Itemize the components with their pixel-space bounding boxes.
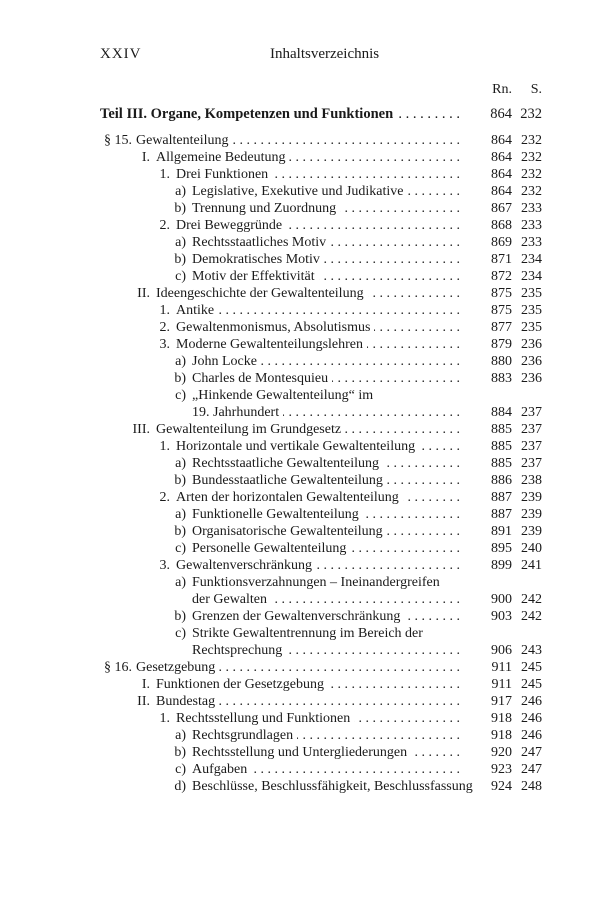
toc-entry-title: Arten der horizontalen Gewaltenteilung	[176, 490, 399, 505]
dot-leader	[403, 489, 464, 506]
toc-entry-title: Legislative, Exekutive und Judikative	[192, 184, 404, 199]
toc-entry	[100, 608, 542, 625]
page-reference: 235	[521, 286, 542, 301]
page-reference: 240	[521, 541, 542, 556]
toc-entry-title: Antike	[176, 303, 215, 318]
margin-number: 918	[491, 728, 512, 743]
dot-leader	[251, 761, 464, 778]
page-reference: 238	[521, 473, 542, 488]
margin-number: 864	[491, 167, 512, 182]
page-reference: 232	[521, 167, 542, 182]
toc-entry-number: b)	[174, 252, 186, 267]
toc-entry	[100, 761, 542, 778]
page-reference: 233	[521, 218, 542, 233]
toc-entry-number: II.	[137, 694, 150, 709]
margin-number: 903	[491, 609, 512, 624]
margin-number: 918	[491, 711, 512, 726]
toc-entry	[100, 132, 542, 149]
toc-entry-number: a)	[175, 456, 186, 471]
dot-leader	[340, 200, 464, 217]
toc-entry	[100, 523, 542, 540]
margin-number: 864	[491, 133, 512, 148]
page-reference: 245	[521, 660, 542, 675]
toc-entry	[100, 710, 542, 727]
toc-entry-number: 2.	[159, 320, 170, 335]
margin-number: 886	[491, 473, 512, 488]
margin-number: 880	[491, 354, 512, 369]
dot-leader	[363, 506, 464, 523]
toc-entry-number: 3.	[159, 558, 170, 573]
dot-leader	[297, 727, 464, 744]
toc-entry-number: 1.	[159, 711, 170, 726]
page-reference: 239	[521, 490, 542, 505]
toc-entry	[100, 104, 542, 124]
dot-leader	[411, 744, 464, 761]
dot-leader	[408, 183, 464, 200]
toc-entry-title: Trennung und Zuordnung	[192, 201, 337, 216]
toc-entry-title: Bundesstaatliche Gewaltenteilung	[192, 473, 383, 488]
toc-entry-number: c)	[175, 541, 186, 556]
margin-number: 891	[491, 524, 512, 539]
page-reference: 233	[521, 201, 542, 216]
toc-entry-number: § 16.	[104, 660, 132, 675]
toc-entry-title: Gewaltenverschränkung	[176, 558, 313, 573]
dot-leader	[261, 353, 464, 370]
margin-number: 924	[491, 779, 512, 794]
margin-number: 885	[491, 456, 512, 471]
page-reference: 236	[521, 354, 542, 369]
margin-number: 879	[491, 337, 512, 352]
margin-number: 871	[491, 252, 512, 267]
dot-leader	[397, 104, 464, 121]
margin-number: 864	[490, 106, 512, 122]
margin-number: 887	[491, 490, 512, 505]
toc-entry-title: Drei Beweggründe	[176, 218, 283, 233]
toc-entry-title: Funktionelle Gewaltenteilung	[192, 507, 359, 522]
toc-entry	[100, 540, 542, 557]
margin-number: 899	[491, 558, 512, 573]
toc-entry-title: Rechtsgrundlagen	[192, 728, 294, 743]
dot-leader	[404, 608, 464, 625]
toc-entry-title: Funktionen der Gesetzgebung	[156, 677, 324, 692]
toc-entry	[100, 506, 542, 523]
page-reference: 233	[521, 235, 542, 250]
page-reference: 236	[521, 371, 542, 386]
page-reference: 232	[521, 184, 542, 199]
margin-number: 923	[491, 762, 512, 777]
dot-leader	[283, 404, 464, 421]
toc-entry-number: 1.	[159, 439, 170, 454]
toc-entry	[100, 285, 542, 302]
toc-entry-title: Funktionsverzahnungen – Ineinandergreifen	[192, 575, 440, 590]
toc-entry-title: Bundestag	[156, 694, 216, 709]
toc-entry	[100, 166, 542, 183]
margin-number: 884	[491, 405, 512, 420]
page-reference: 237	[521, 422, 542, 437]
page-reference: 246	[521, 728, 542, 743]
page-reference: 246	[521, 711, 542, 726]
page-reference: 237	[521, 456, 542, 471]
toc-entry	[100, 472, 542, 489]
toc-entry-title: Moderne Gewaltenteilungslehren	[176, 337, 363, 352]
toc-entry	[100, 251, 542, 268]
margin-number: 864	[491, 184, 512, 199]
dot-leader	[271, 591, 464, 608]
page-reference: 248	[521, 779, 542, 794]
toc-entry-number: a)	[175, 728, 186, 743]
margin-number: 895	[491, 541, 512, 556]
running-title: Inhaltsverzeichnis	[270, 46, 380, 62]
toc-entry-number: b)	[174, 371, 186, 386]
toc-entry	[100, 676, 542, 693]
toc-entry-title: Aufgaben	[192, 762, 248, 777]
page-reference: 235	[521, 303, 542, 318]
toc-entry-title: Gewaltenteilung im Grundgesetz	[156, 422, 342, 437]
page-header	[100, 46, 542, 68]
toc-entry-title: „Hinkende Gewaltenteilung“ im	[192, 388, 374, 403]
page-reference: 242	[521, 609, 542, 624]
toc-entry-number: a)	[175, 507, 186, 522]
toc-entry	[100, 353, 542, 370]
toc-entry-title: Drei Funktionen	[176, 167, 269, 182]
toc-entry	[100, 421, 542, 438]
toc-entry-number: b)	[174, 745, 186, 760]
toc-entry	[100, 404, 542, 421]
dot-leader	[286, 217, 464, 234]
toc-entry-title: Rechtsstellung und Funktionen	[176, 711, 351, 726]
margin-number: 872	[491, 269, 512, 284]
dot-leader	[319, 268, 464, 285]
toc-entry-title: Motiv der Effektivität	[192, 269, 315, 284]
toc-entry	[100, 302, 542, 319]
margin-number: 900	[491, 592, 512, 607]
toc-entry-number: d)	[174, 779, 186, 794]
toc-entry	[100, 778, 542, 795]
page-reference: 247	[521, 745, 542, 760]
margin-number: 875	[491, 303, 512, 318]
page-reference: 247	[521, 762, 542, 777]
page-reference: 232	[520, 106, 542, 122]
toc-entry-number: a)	[175, 235, 186, 250]
toc-entry-number: III.	[132, 422, 150, 437]
margin-number: 887	[491, 507, 512, 522]
column-header-rn: Rn.	[492, 82, 512, 97]
toc-entry	[100, 149, 542, 166]
toc-entry-number: 2.	[159, 490, 170, 505]
margin-number: 877	[491, 320, 512, 335]
page-reference: 232	[521, 150, 542, 165]
dot-leader	[272, 166, 464, 183]
toc-entry-title: Gewaltenteilung	[136, 133, 229, 148]
dot-leader	[324, 251, 464, 268]
dot-leader	[330, 234, 464, 251]
toc-entry	[100, 574, 542, 591]
toc-entry-number: a)	[175, 575, 186, 590]
margin-number: 883	[491, 371, 512, 386]
page-reference: 239	[521, 507, 542, 522]
toc-entry-title: der Gewalten	[192, 592, 268, 607]
toc-entry-title: Charles de Montesquieu	[192, 371, 329, 386]
page-reference: 232	[521, 133, 542, 148]
dot-leader	[332, 370, 464, 387]
toc-entry	[100, 387, 542, 404]
dot-leader	[286, 642, 464, 659]
toc-entry-number: 3.	[159, 337, 170, 352]
page-reference: 245	[521, 677, 542, 692]
page-reference: 241	[521, 558, 542, 573]
toc-entry-title: John Locke	[192, 354, 257, 369]
margin-number: 867	[491, 201, 512, 216]
margin-number: 911	[491, 677, 512, 692]
toc-entry	[100, 234, 542, 251]
dot-leader	[219, 659, 464, 676]
toc-entry-number: 2.	[159, 218, 170, 233]
toc-entry-title: Ideengeschichte der Gewaltenteilung	[156, 286, 364, 301]
toc-entry-title: Demokratisches Motiv	[192, 252, 320, 267]
toc-entry-title: Organisatorische Gewaltenteilung	[192, 524, 383, 539]
dot-leader	[387, 472, 464, 489]
toc-entry	[100, 438, 542, 455]
toc-entry	[100, 557, 542, 574]
toc-entry-number: b)	[174, 524, 186, 539]
toc-entry	[100, 591, 542, 608]
toc-entry	[100, 727, 542, 744]
toc-entry-number: c)	[175, 269, 186, 284]
dot-leader	[383, 455, 464, 472]
toc-entry-number: 1.	[159, 167, 170, 182]
table-of-contents	[100, 104, 542, 795]
toc-entry-number: b)	[174, 473, 186, 488]
toc-entry-title: Rechtsstaatliches Motiv	[192, 235, 327, 250]
toc-entry-number: b)	[174, 201, 186, 216]
toc-entry	[100, 642, 542, 659]
toc-entry	[100, 268, 542, 285]
toc-entry-title: Gewaltenmonismus, Absolutismus	[176, 320, 371, 335]
toc-entry-number: c)	[175, 388, 186, 403]
toc-entry-title: Teil III. Organe, Kompetenzen und Funktionen	[100, 106, 394, 122]
toc-entry	[100, 183, 542, 200]
toc-entry-number: b)	[174, 609, 186, 624]
page-reference: 237	[521, 405, 542, 420]
toc-entry-title: Rechtsstaatliche Gewaltenteilung	[192, 456, 379, 471]
margin-number: 917	[491, 694, 512, 709]
dot-leader	[289, 149, 464, 166]
dot-leader	[350, 540, 464, 557]
toc-entry-number: a)	[175, 184, 186, 199]
toc-entry-title: Beschlüsse, Beschlussfähigkeit, Beschlussfassung	[192, 779, 473, 794]
margin-number: 868	[491, 218, 512, 233]
toc-entry-number: 1.	[159, 303, 170, 318]
dot-leader	[419, 438, 464, 455]
toc-entry-title: Grenzen der Gewaltenverschränkung	[192, 609, 401, 624]
dot-leader	[387, 523, 464, 540]
toc-entry	[100, 489, 542, 506]
margin-number: 911	[491, 660, 512, 675]
margin-number: 920	[491, 745, 512, 760]
toc-entry-title: Rechtsstellung und Untergliederungen	[192, 745, 408, 760]
toc-entry-number: I.	[141, 677, 150, 692]
dot-leader	[316, 557, 464, 574]
page-reference: 246	[521, 694, 542, 709]
toc-entry	[100, 319, 542, 336]
toc-entry	[100, 200, 542, 217]
dot-leader	[218, 302, 464, 319]
dot-leader	[233, 132, 464, 149]
margin-number: 864	[491, 150, 512, 165]
dot-leader	[354, 710, 464, 727]
page-reference: 237	[521, 439, 542, 454]
margin-number: 906	[491, 643, 512, 658]
toc-entry-number: c)	[175, 762, 186, 777]
toc-entry	[100, 336, 542, 353]
margin-number: 885	[491, 422, 512, 437]
toc-entry	[100, 659, 542, 676]
toc-entry-number: § 15.	[104, 133, 132, 148]
toc-entry-number: a)	[175, 354, 186, 369]
toc-entry-number: I.	[141, 150, 150, 165]
dot-leader	[219, 693, 464, 710]
toc-entry	[100, 744, 542, 761]
page-reference: 242	[521, 592, 542, 607]
dot-leader	[368, 285, 464, 302]
dot-leader	[374, 319, 464, 336]
toc-entry	[100, 370, 542, 387]
toc-entry-number: c)	[175, 626, 186, 641]
margin-number: 875	[491, 286, 512, 301]
page-reference: 236	[521, 337, 542, 352]
toc-entry-number: II.	[137, 286, 150, 301]
dot-leader	[345, 421, 464, 438]
page-reference: 234	[521, 269, 542, 284]
toc-entry-title: Personelle Gewaltenteilung	[192, 541, 347, 556]
page-reference: 234	[521, 252, 542, 267]
margin-number: 885	[491, 439, 512, 454]
toc-entry	[100, 693, 542, 710]
page-number: XXIV	[100, 46, 142, 62]
page-reference: 235	[521, 320, 542, 335]
column-header-s: S.	[530, 82, 542, 97]
toc-entry-title: Rechtsprechung	[192, 643, 283, 658]
toc-entry-title: 19. Jahrhundert	[192, 405, 280, 420]
toc-entry	[100, 455, 542, 472]
page-reference: 243	[521, 643, 542, 658]
toc-entry-title: Allgemeine Bedeutung	[156, 150, 286, 165]
dot-leader	[367, 336, 464, 353]
toc-entry-title: Strikte Gewaltentrennung im Bereich der	[192, 626, 423, 641]
toc-entry-title: Horizontale und vertikale Gewaltenteilung	[176, 439, 416, 454]
dot-leader	[328, 676, 464, 693]
toc-entry-title: Gesetzgebung	[136, 660, 216, 675]
toc-entry	[100, 625, 542, 642]
page-reference: 239	[521, 524, 542, 539]
toc-entry	[100, 217, 542, 234]
margin-number: 869	[491, 235, 512, 250]
